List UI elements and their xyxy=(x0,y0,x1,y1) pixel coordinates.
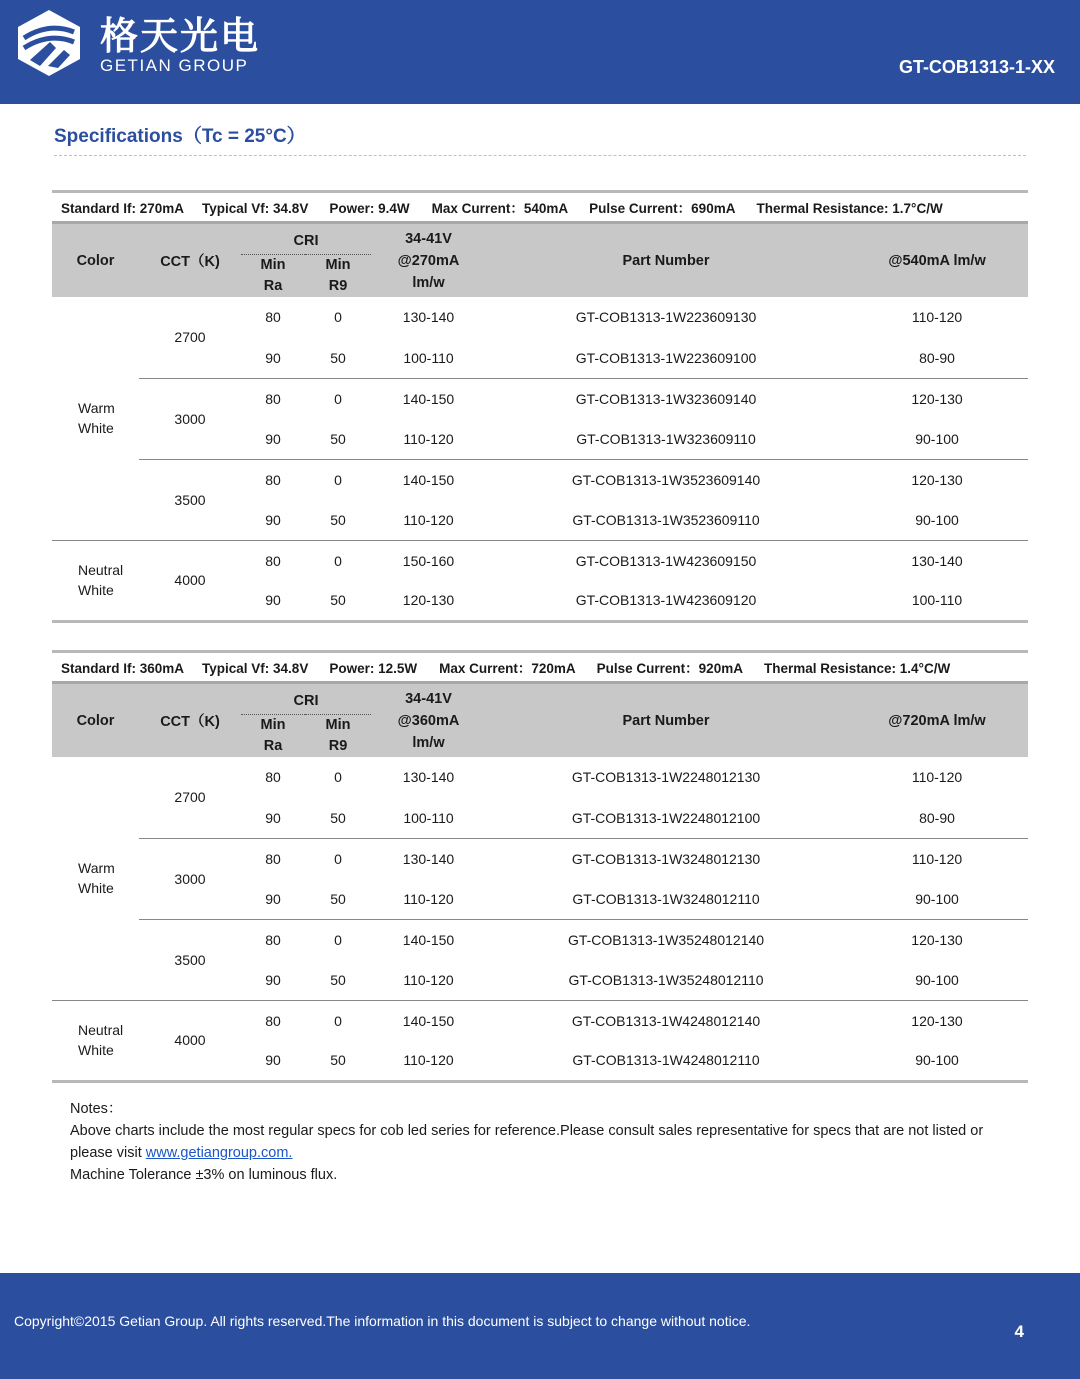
part-number-cell: GT-COB1313-1W223609100 xyxy=(575,349,757,366)
notes-line-1: Above charts include the most regular specs for cob led series for reference.Please consult sales representative for specs that are not listed or please visit xyxy=(70,1123,984,1161)
part-number-cell: GT-COB1313-1W223609130 xyxy=(575,309,757,326)
flux-max-cell: 100-110 xyxy=(846,581,1028,622)
min-r9-cell: 50 xyxy=(305,1041,371,1082)
flux-max-cell: 120-130 xyxy=(846,919,1028,960)
flux-max-cell: 90-100 xyxy=(915,971,959,988)
cct-cell: 4000 xyxy=(139,1000,241,1081)
min-r9-cell: 0 xyxy=(305,378,371,419)
part-number-cell: GT-COB1313-1W423609150 xyxy=(486,540,846,581)
color-cell: Warm White xyxy=(78,400,115,437)
table-row xyxy=(52,1000,1028,1041)
min-ra-cell: 80 xyxy=(265,769,281,786)
header-cri: CRI xyxy=(241,683,371,715)
min-r9-cell: 0 xyxy=(334,309,342,326)
notes-section xyxy=(70,1098,1010,1186)
header-row xyxy=(52,223,1028,255)
flux-max-cell: 80-90 xyxy=(919,349,955,366)
table-row xyxy=(52,838,1028,879)
notes-line-2: Machine Tolerance ±3% on luminous flux. xyxy=(70,1167,338,1183)
min-r9-cell: 50 xyxy=(330,511,346,528)
condition-power: Power: 12.5W xyxy=(329,661,418,676)
min-ra-cell: 90 xyxy=(265,890,281,907)
condition-thermal: Thermal Resistance: 1.4°C/W xyxy=(763,661,951,676)
min-ra-cell: 80 xyxy=(241,919,305,960)
header-color: Color xyxy=(52,683,139,758)
min-r9-cell: 0 xyxy=(305,838,371,879)
part-number-cell: GT-COB1313-1W3523609110 xyxy=(572,511,760,528)
page-footer xyxy=(0,1273,1080,1379)
header-color: Color xyxy=(52,223,139,298)
table-row xyxy=(52,297,1028,338)
flux-standard-cell: 100-110 xyxy=(403,349,454,366)
part-number-cell: GT-COB1313-1W4248012110 xyxy=(486,1041,846,1082)
min-ra-cell: 80 xyxy=(265,309,281,326)
condition-max-current: Max Current：540mA xyxy=(431,201,569,216)
min-ra-cell: 90 xyxy=(241,1041,305,1082)
condition-typical-vf: Typical Vf: 34.8V xyxy=(202,201,309,216)
part-number-cell: GT-COB1313-1W35248012110 xyxy=(568,971,764,988)
flux-max-cell: 90-100 xyxy=(846,1041,1028,1082)
min-r9-cell: 50 xyxy=(330,890,346,907)
part-number-cell: GT-COB1313-1W423609120 xyxy=(486,581,846,622)
part-number-cell: GT-COB1313-1W3248012110 xyxy=(572,890,760,907)
min-ra-cell: 90 xyxy=(265,971,281,988)
color-cell: Neutral White xyxy=(52,1000,139,1081)
min-ra-cell: 80 xyxy=(241,540,305,581)
condition-thermal: Thermal Resistance: 1.7°C/W xyxy=(756,201,943,216)
cct-cell: 2700 xyxy=(174,789,206,806)
condition-pulse-current: Pulse Current：690mA xyxy=(589,201,736,216)
table-row xyxy=(52,919,1028,960)
cct-cell: 4000 xyxy=(139,540,241,621)
section-title: Specifications（Tc = 25°C） xyxy=(54,126,306,147)
condition-power: Power: 9.4W xyxy=(329,201,410,216)
header-cct: CCT（K) xyxy=(139,683,241,758)
copyright-text: Copyright©2015 Getian Group. All rights reserved.The information in this document is subject to change without notice. xyxy=(14,1313,751,1329)
min-ra-cell: 80 xyxy=(241,838,305,879)
dashed-divider xyxy=(54,155,1026,156)
header-flux-max: @720mA lm/w xyxy=(846,683,1028,758)
part-number-cell: GT-COB1313-1W3248012130 xyxy=(486,838,846,879)
flux-standard-cell: 130-140 xyxy=(371,838,486,879)
part-number-cell: GT-COB1313-1W2248012100 xyxy=(571,809,761,826)
document-code: GT-COB1313-1-XX xyxy=(898,57,1055,77)
getian-logo-icon xyxy=(16,8,82,78)
page-number: 4 xyxy=(1014,1322,1024,1341)
condition-max-current: Max Current：720mA xyxy=(439,661,576,676)
flux-standard-cell: 110-120 xyxy=(403,430,454,447)
flux-standard-cell: 110-120 xyxy=(403,890,454,907)
header-part-number: Part Number xyxy=(486,223,846,298)
min-r9-cell: 50 xyxy=(305,581,371,622)
flux-max-cell: 90-100 xyxy=(915,890,959,907)
logo-chinese-name: 格天光电 xyxy=(100,14,261,58)
flux-standard-cell: 140-150 xyxy=(371,1000,486,1041)
page-header xyxy=(0,0,1080,104)
part-number-cell: GT-COB1313-1W4248012140 xyxy=(486,1000,846,1041)
condition-pulse-current: Pulse Current：920mA xyxy=(596,661,743,676)
notes-label: Notes： xyxy=(70,1101,123,1117)
min-r9-cell: 50 xyxy=(330,349,346,366)
header-min-r9: Min R9 xyxy=(305,715,371,758)
flux-max-cell: 120-130 xyxy=(846,1000,1028,1041)
flux-standard-cell: 140-150 xyxy=(371,919,486,960)
header-min-r9: Min R9 xyxy=(305,255,371,298)
flux-standard-cell: 110-120 xyxy=(403,971,454,988)
header-min-ra: Min Ra xyxy=(241,255,305,298)
header-flux-max: @540mA lm/w xyxy=(846,223,1028,298)
condition-standard-if: Standard If: 360mA xyxy=(61,661,185,676)
condition-cell xyxy=(52,192,1028,223)
min-r9-cell: 0 xyxy=(305,919,371,960)
flux-max-cell: 80-90 xyxy=(919,809,955,826)
part-number-cell: GT-COB1313-1W3523609140 xyxy=(486,459,846,500)
flux-max-cell: 110-120 xyxy=(911,309,963,326)
flux-standard-cell: 140-150 xyxy=(371,378,486,419)
cct-cell: 3000 xyxy=(139,838,241,919)
part-number-cell: GT-COB1313-1W2248012130 xyxy=(571,769,761,786)
min-r9-cell: 0 xyxy=(305,540,371,581)
table-row xyxy=(52,459,1028,500)
min-r9-cell: 0 xyxy=(305,1000,371,1041)
flux-standard-cell: 110-120 xyxy=(371,1041,486,1082)
min-ra-cell: 80 xyxy=(241,1000,305,1041)
header-cri: CRI xyxy=(241,223,371,255)
flux-standard-cell: 120-130 xyxy=(371,581,486,622)
flux-standard-cell: 130-140 xyxy=(402,309,455,326)
spec-table-270ma xyxy=(52,190,1028,623)
header-cct: CCT（K) xyxy=(139,223,241,298)
min-r9-cell: 50 xyxy=(330,809,346,826)
part-number-cell: GT-COB1313-1W323609110 xyxy=(576,430,756,447)
header-row xyxy=(52,683,1028,715)
min-r9-cell: 0 xyxy=(334,769,342,786)
part-number-cell: GT-COB1313-1W323609140 xyxy=(486,378,846,419)
condition-standard-if: Standard If: 270mA xyxy=(61,201,185,216)
table-row xyxy=(52,757,1028,798)
flux-max-cell: 90-100 xyxy=(915,430,959,447)
flux-standard-cell: 150-160 xyxy=(371,540,486,581)
min-r9-cell: 50 xyxy=(330,430,346,447)
header-flux-standard: 34-41V @360mA lm/w xyxy=(371,683,486,758)
flux-max-cell: 130-140 xyxy=(846,540,1028,581)
cct-cell: 3500 xyxy=(139,459,241,540)
flux-standard-cell: 140-150 xyxy=(371,459,486,500)
condition-row xyxy=(52,192,1028,223)
condition-cell xyxy=(52,652,1028,683)
cct-cell: 3500 xyxy=(139,919,241,1000)
flux-max-cell: 110-120 xyxy=(911,769,963,786)
logo-english-name: GETIAN GROUP xyxy=(100,56,249,75)
website-link[interactable]: www.getiangroup.com. xyxy=(145,1145,293,1161)
min-r9-cell: 0 xyxy=(305,459,371,500)
flux-standard-cell: 110-120 xyxy=(403,511,454,528)
part-number-cell: GT-COB1313-1W35248012140 xyxy=(486,919,846,960)
flux-max-cell: 110-120 xyxy=(846,838,1028,879)
condition-row xyxy=(52,652,1028,683)
notes-body xyxy=(70,1120,1010,1164)
min-ra-cell: 80 xyxy=(241,378,305,419)
min-ra-cell: 90 xyxy=(265,430,281,447)
min-ra-cell: 80 xyxy=(241,459,305,500)
table-row xyxy=(52,378,1028,419)
condition-typical-vf: Typical Vf: 34.8V xyxy=(202,661,309,676)
header-flux-standard: 34-41V @270mA lm/w xyxy=(371,223,486,298)
flux-max-cell: 90-100 xyxy=(915,511,959,528)
min-ra-cell: 90 xyxy=(241,581,305,622)
min-ra-cell: 90 xyxy=(265,349,281,366)
min-ra-cell: 90 xyxy=(265,511,281,528)
flux-max-cell: 120-130 xyxy=(846,378,1028,419)
cct-cell: 3000 xyxy=(139,378,241,459)
header-min-ra: Min Ra xyxy=(241,715,305,758)
min-ra-cell: 90 xyxy=(265,809,281,826)
table-row xyxy=(52,540,1028,581)
min-r9-cell: 50 xyxy=(330,971,346,988)
color-cell: Warm White xyxy=(78,860,115,897)
spec-table-360ma xyxy=(52,650,1028,1083)
flux-max-cell: 120-130 xyxy=(846,459,1028,500)
flux-standard-cell: 130-140 xyxy=(402,769,455,786)
flux-standard-cell: 100-110 xyxy=(403,809,454,826)
color-cell: Neutral White xyxy=(52,540,139,621)
header-part-number: Part Number xyxy=(486,683,846,758)
cct-cell: 2700 xyxy=(174,329,206,346)
